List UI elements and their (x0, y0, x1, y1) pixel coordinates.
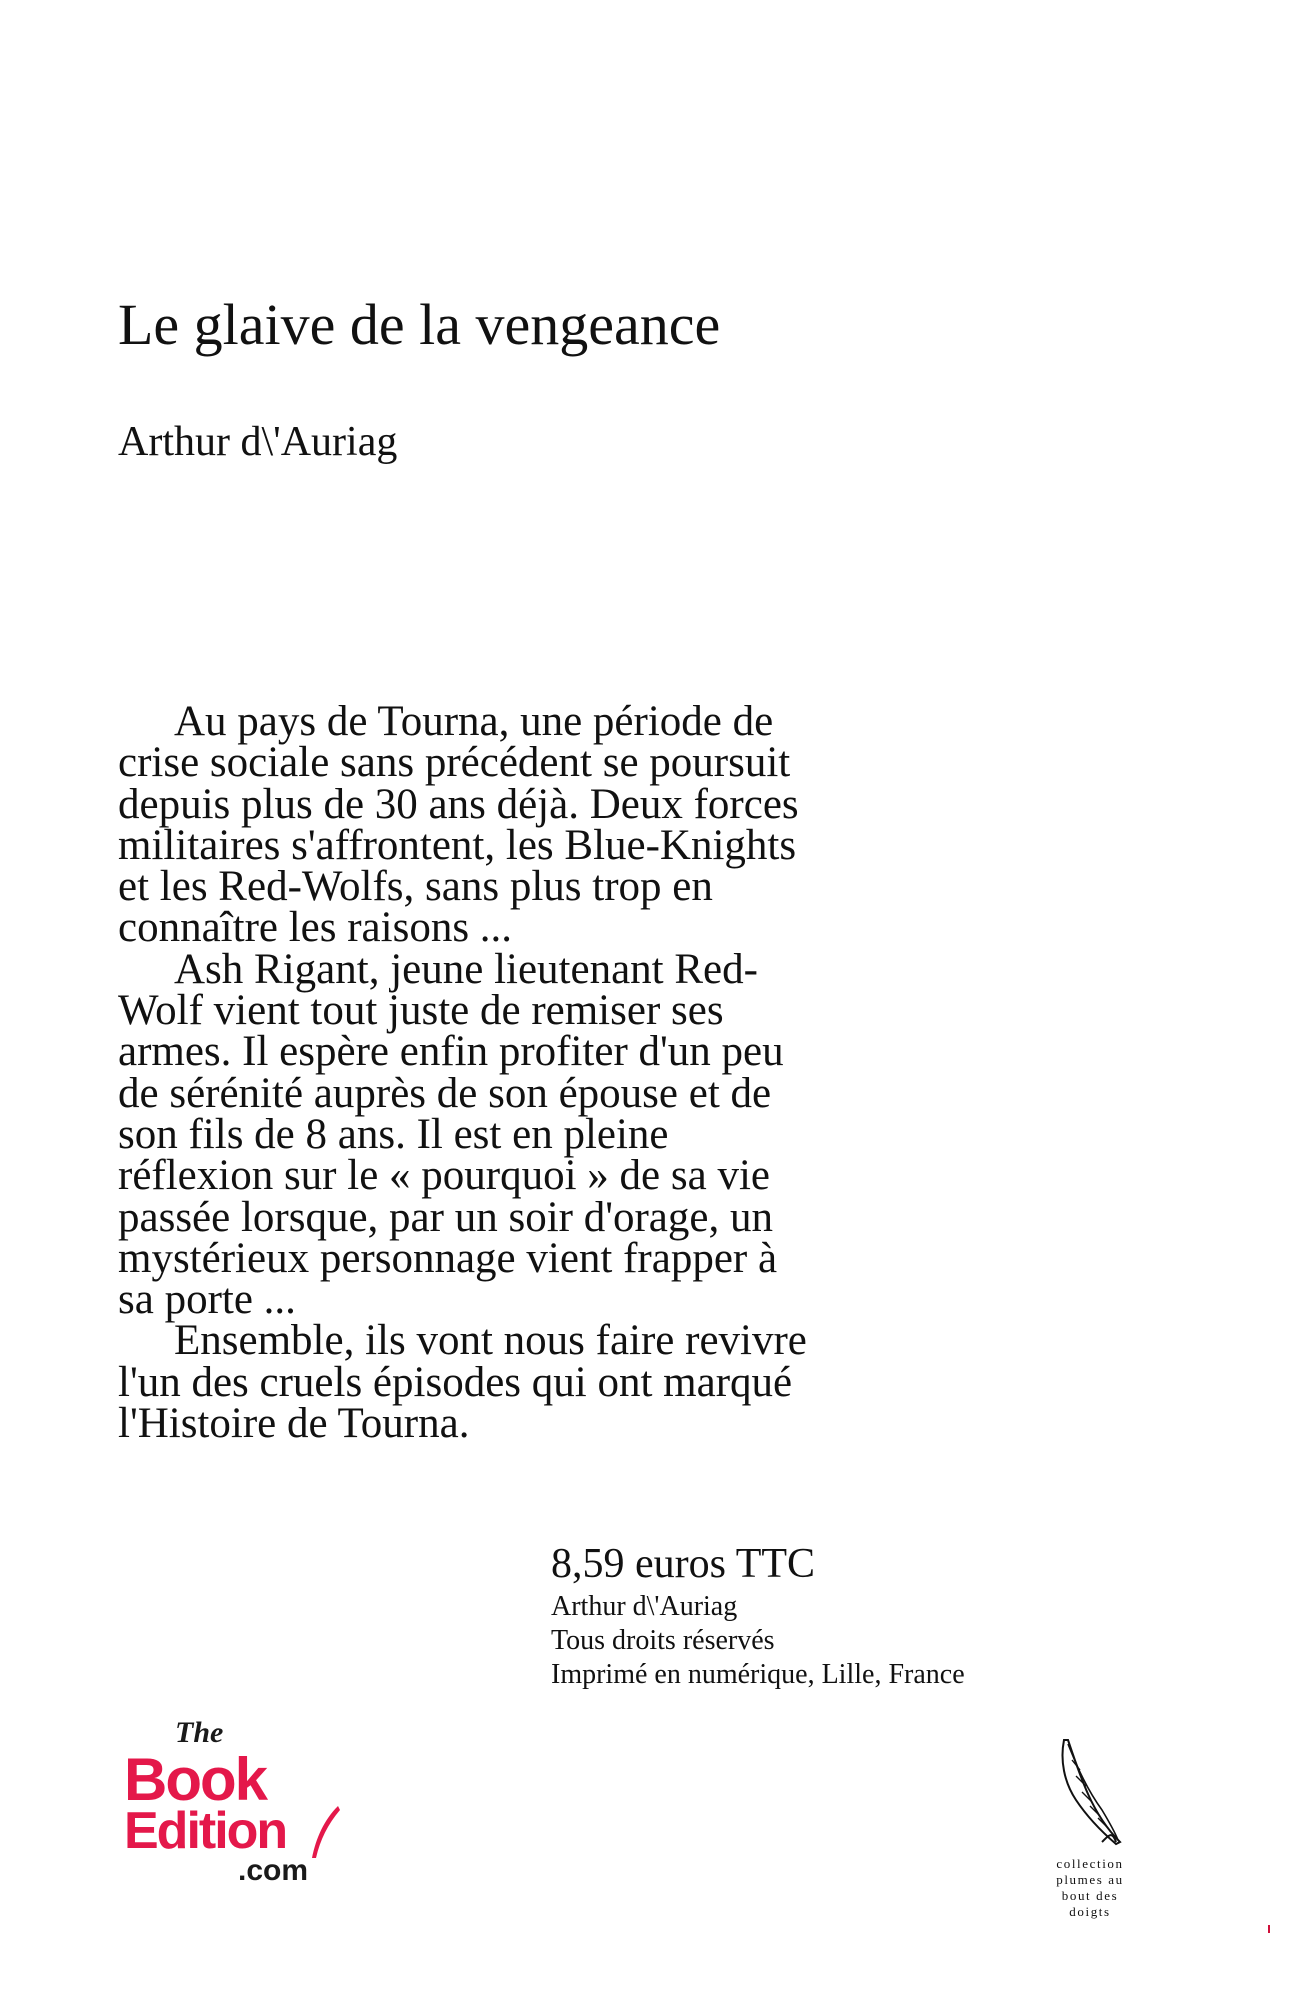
copyright-author: Arthur d\'Auriag (551, 1591, 738, 1622)
book-title: Le glaive de la vengeance (118, 292, 721, 357)
collection-caption-line: plumes au (1056, 1872, 1124, 1887)
back-cover-blurb (118, 698, 978, 1448)
book-author: Arthur d\'Auriag (118, 419, 398, 465)
collection-caption-line: bout des (1061, 1888, 1119, 1903)
blurb-line: réflexion sur le « pourquoi » de sa vie (118, 1152, 770, 1200)
blurb-line: militaires s'affrontent, les Blue-Knights (118, 821, 797, 869)
print-location: Imprimé en numérique, Lille, France (551, 1659, 965, 1690)
blurb-line: crise sociale sans précédent se poursuit (118, 739, 791, 787)
thebookedition-logo (120, 1708, 360, 1888)
blurb-line: l'un des cruels épisodes qui ont marqué (118, 1358, 793, 1406)
collection-caption-line: collection (1056, 1856, 1124, 1871)
collection-caption-line: doigts (1069, 1904, 1111, 1919)
blurb-line: de sérénité auprès de son épouse et de (118, 1069, 772, 1117)
blurb-line: Wolf vient tout juste de remiser ses (118, 987, 724, 1035)
edge-mark (1268, 1925, 1270, 1933)
blurb-line: et les Red-Wolfs, sans plus trop en (118, 863, 713, 911)
rights-notice: Tous droits réservés (551, 1625, 775, 1656)
logo-book: Book (124, 1746, 266, 1813)
logo-the: The (175, 1716, 224, 1749)
logo-domain: .com (238, 1854, 309, 1887)
blurb-line: armes. Il espère enfin profiter d'un peu (118, 1028, 784, 1076)
blurb-line: passée lorsque, par un soir d'orage, un (118, 1193, 773, 1241)
logo-edition: Edition (124, 1802, 287, 1860)
feather-quill-icon (1046, 1730, 1136, 1960)
blurb-line: l'Histoire de Tourna. (118, 1400, 470, 1448)
blurb-line: connaître les raisons ... (118, 904, 513, 952)
blurb-line: Ensemble, ils vont nous faire revivre (174, 1317, 807, 1365)
blurb-line: son fils de 8 ans. Il est en pleine (118, 1110, 669, 1158)
blurb-line: Au pays de Tourna, une période de (174, 698, 774, 745)
blurb-line: mystérieux personnage vient frapper à (118, 1234, 778, 1282)
pricing-block (551, 1538, 965, 1692)
quill-icon (312, 1806, 340, 1858)
collection-caption (1040, 1856, 1140, 1920)
blurb-line: depuis plus de 30 ans déjà. Deux forces (118, 780, 799, 828)
price: 8,59 euros TTC (551, 1541, 816, 1587)
blurb-line: Ash Rigant, jeune lieutenant Red- (174, 945, 758, 993)
blurb-line: sa porte ... (118, 1276, 296, 1324)
